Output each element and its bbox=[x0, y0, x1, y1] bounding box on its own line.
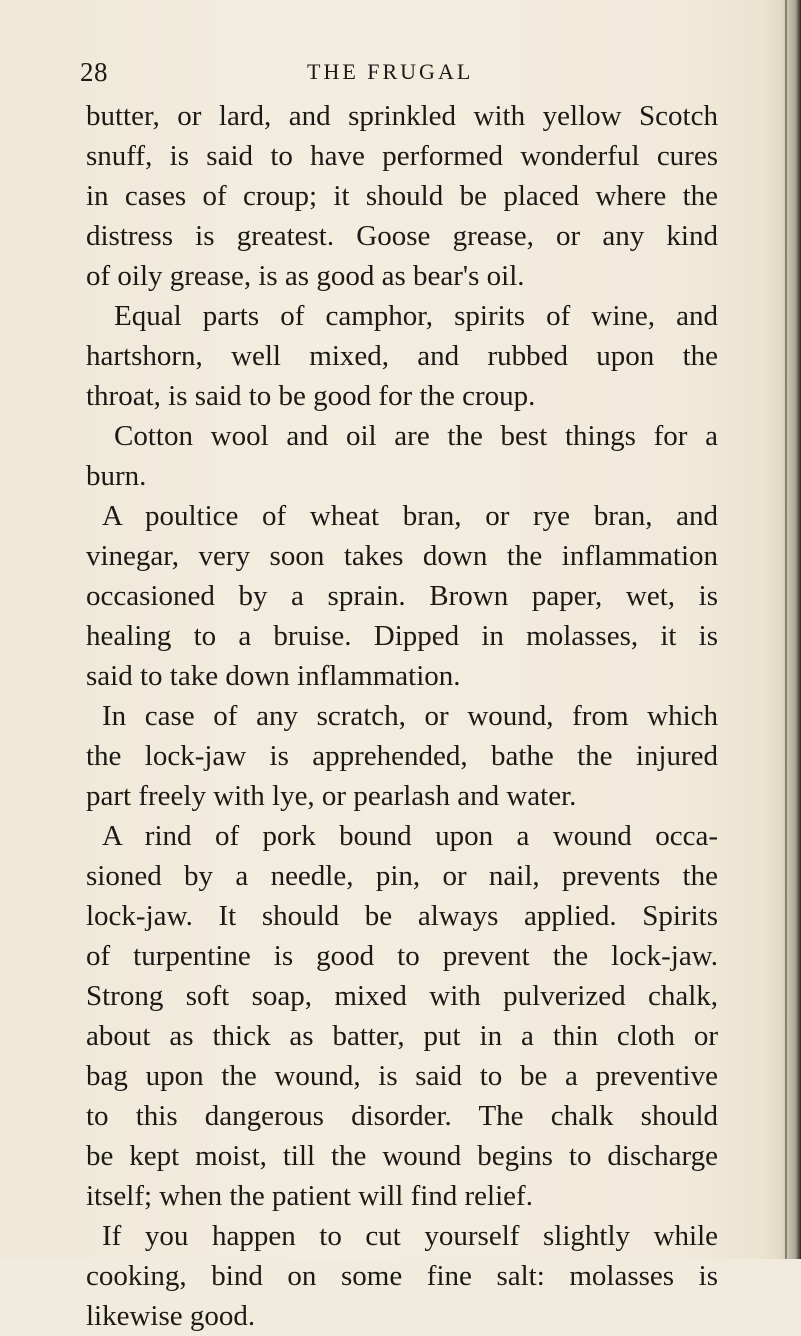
text-line: be kept moist, till the wound begins to discharge bbox=[86, 1140, 718, 1172]
text-line: burn. bbox=[86, 460, 147, 492]
text-line: cooking, bind on some fine salt: molasses is bbox=[86, 1260, 718, 1292]
text-line: A poultice of wheat bran, or rye bran, and bbox=[102, 500, 718, 532]
text-line: If you happen to cut yourself slightly while bbox=[102, 1220, 718, 1252]
text-line: of oily grease, is as good as bear's oil. bbox=[86, 260, 525, 292]
page-edge-line bbox=[785, 0, 787, 1259]
text-line: part freely with lye, or pearlash and water. bbox=[86, 780, 577, 812]
text-line: the lock-jaw is apprehended, bathe the injured bbox=[86, 740, 718, 772]
text-line: Strong soft soap, mixed with pulverized chalk, bbox=[86, 980, 718, 1012]
text-line: of turpentine is good to prevent the lock-jaw. bbox=[86, 940, 718, 972]
page-header bbox=[80, 57, 720, 93]
text-line: vinegar, very soon takes down the inflammation bbox=[86, 540, 718, 572]
text-line: healing to a bruise. Dipped in molasses, it is bbox=[86, 620, 718, 652]
body-text bbox=[86, 96, 718, 1336]
text-line: bag upon the wound, is said to be a preventive bbox=[86, 1060, 718, 1092]
text-line: throat, is said to be good for the croup. bbox=[86, 380, 536, 412]
text-line: snuff, is said to have performed wonderful cures bbox=[86, 140, 718, 172]
text-line: itself; when the patient will find relief. bbox=[86, 1180, 533, 1212]
text-line: about as thick as batter, put in a thin cloth or bbox=[86, 1020, 718, 1052]
text-line: hartshorn, well mixed, and rubbed upon the bbox=[86, 340, 718, 372]
page-edge-shadow bbox=[763, 0, 801, 1259]
text-line: sioned by a needle, pin, or nail, prevents the bbox=[86, 860, 718, 892]
text-line: distress is greatest. Goose grease, or any kind bbox=[86, 220, 718, 252]
text-line: A rind of pork bound upon a wound occa- bbox=[102, 820, 718, 852]
text-line: to this dangerous disorder. The chalk should bbox=[86, 1100, 718, 1132]
text-line: In case of any scratch, or wound, from which bbox=[102, 700, 718, 732]
text-line: in cases of croup; it should be placed where the bbox=[86, 180, 718, 212]
running-head: THE FRUGAL bbox=[307, 59, 474, 84]
text-line: likewise good. bbox=[86, 1300, 256, 1332]
text-line: butter, or lard, and sprinkled with yellow Scotch bbox=[86, 100, 718, 132]
text-line: lock-jaw. It should be always applied. Spirits bbox=[86, 900, 718, 932]
page-number: 28 bbox=[80, 57, 108, 87]
text-line: said to take down inflammation. bbox=[86, 660, 461, 692]
text-line: Equal parts of camphor, spirits of wine, and bbox=[114, 300, 718, 332]
text-line: occasioned by a sprain. Brown paper, wet, is bbox=[86, 580, 718, 612]
text-line: Cotton wool and oil are the best things for a bbox=[114, 420, 718, 452]
